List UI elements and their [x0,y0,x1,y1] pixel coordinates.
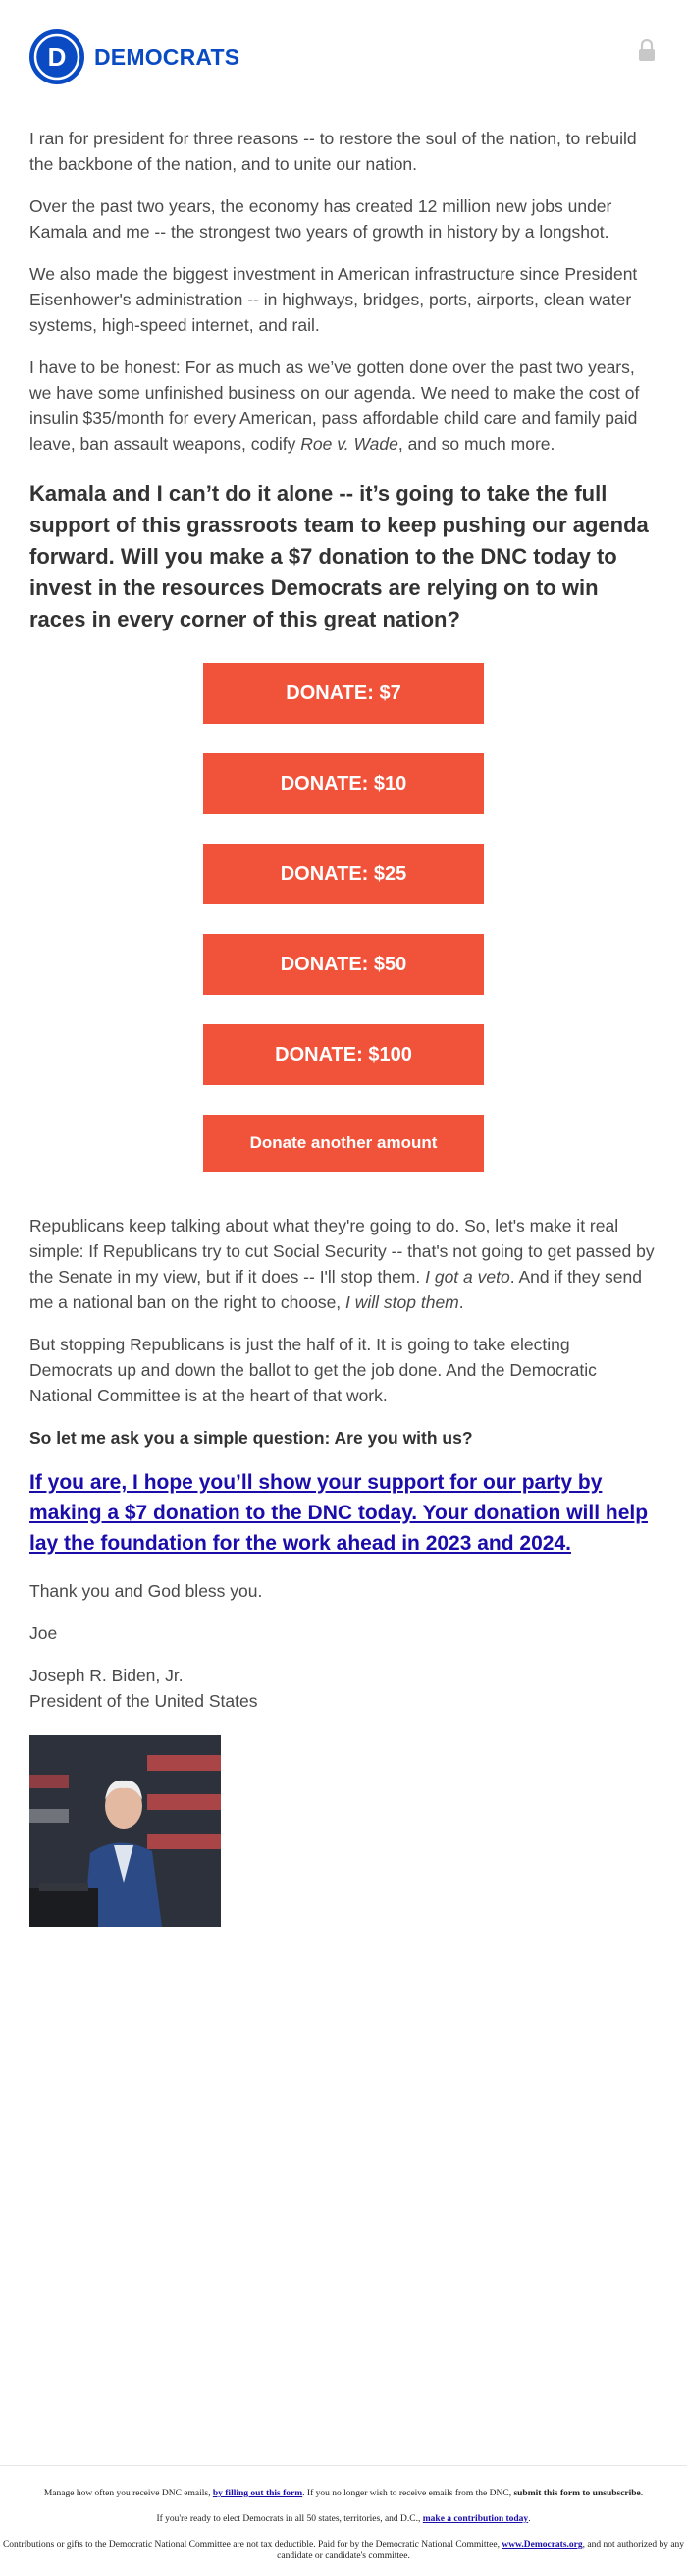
democrats-logo[interactable] [29,29,239,84]
closing-thanks: Thank you and God bless you. [29,1581,263,1601]
footer-democrats-link[interactable]: www.Democrats.org [502,2540,583,2549]
footer-contribute-line [0,2513,687,2525]
email-footer [0,2465,687,2562]
paragraph-jobs: Over the past two years, the economy has created 12 million new jobs under Kamala and me -- the strongest two years of growth in history by a longshot. [29,196,612,242]
paragraph-republicans [29,1213,658,1315]
email-body [29,126,658,1927]
donate-100-button[interactable]: DONATE: $100 [203,1024,484,1085]
footer-manage-text-c: . [640,2489,644,2498]
email-header [0,0,687,118]
donate-10-button[interactable]: DONATE: $10 [203,753,484,814]
footer-unsubscribe-link[interactable]: submit this form to unsubscribe [513,2489,641,2498]
footer-contribute-text-a: If you're ready to elect Democrats in all 50 states, territories, and D.C., [156,2514,423,2524]
footer-disclaimer-text-a: Contributions or gifts to the Democratic National Committee are not tax deductible. Paid for by the Democratic National Committee, [2,2540,502,2549]
signer-title: President of the United States [29,1691,258,1711]
republicans-veto: I got a veto [425,1267,510,1287]
footer-manage-text-b: . If you no longer wish to receive emails from the DNC, [302,2489,514,2498]
agenda-text-b: , and so much more. [397,434,555,454]
agenda-text-a: I have to be honest: For as much as we’ve gotten done over the past two years, we have some unfinished business on our agenda. We need to make the cost of insulin $35/month for every American, pass affordable child care and family paid leave, ban assault weapons, codify [29,357,640,454]
paragraph-stopping-republicans: But stopping Republicans is just the half of it. It is going to take electing Democrats up and down the ballot to get the job done. And the Democratic National Committee is at the heart of that work. [29,1335,597,1405]
footer-manage-line [0,2488,687,2499]
republicans-text-c: . [458,1292,464,1312]
logo-d-icon [29,29,84,84]
biden-photo [29,1735,221,1927]
footer-contribute-text-b: . [528,2514,531,2524]
republicans-text-a: Republicans keep talking about what they're going to do. So, let's make it real simple: If Republicans try to cut Social Security -- that's not going to get passed by the Senate in my view, but if it does -- I'll stop them. [29,1216,655,1287]
donation-headline: Kamala and I can’t do it alone -- it’s going to take the full support of this grassroots team to keep pushing our agenda forward. Will you make a $7 donation to the DNC today to invest in the resources Democrats are relying on to win races in every corner of this great nation? [29,481,649,631]
republicans-stop-them: I will stop them [345,1292,459,1312]
donate-25-button[interactable]: DONATE: $25 [203,844,484,904]
paragraph-reasons: I ran for president for three reasons -- to restore the soul of the nation, to rebuild the backbone of the nation, and to unite our nation. [29,129,637,174]
logo-text: DEMOCRATS [94,43,240,70]
footer-contribute-link[interactable]: make a contribution today [422,2514,529,2524]
donate-buttons [29,663,658,1172]
agenda-roe-v-wade: Roe v. Wade [300,434,398,454]
paragraph-infrastructure: We also made the biggest investment in American infrastructure since President Eisenhower's administration -- in highways, bridges, ports, airports, clean water systems, high-speed internet, and rail. [29,264,638,335]
donate-7-button[interactable]: DONATE: $7 [203,663,484,724]
question-paragraph: So let me ask you a simple question: Are you with us? [29,1428,473,1448]
footer-manage-text-a: Manage how often you receive DNC emails, [43,2489,213,2498]
footer-manage-form-link[interactable]: by filling out this form [212,2489,303,2498]
paragraph-agenda [29,355,658,457]
republicans-text-b: . And if they send me a national ban on the right to choose, [29,1267,642,1312]
logo-letter: D [47,42,67,72]
footer-disclaimer-text-b: , and not authorized by any candidate or candidate's committee. [277,2540,685,2561]
signature-joe: Joe [29,1623,58,1643]
donate-other-amount-button[interactable]: Donate another amount [203,1115,484,1172]
lock-icon [638,39,656,61]
footer-disclaimer [0,2539,687,2562]
donation-link[interactable]: If you are, I hope you’ll show your support for our party by making a $7 donation to the DNC today. Your donation will help lay the foundation for the work ahead in 2023 and 2024. [29,1471,649,1555]
signer-name: Joseph R. Biden, Jr. [29,1666,184,1685]
donate-50-button[interactable]: DONATE: $50 [203,934,484,995]
